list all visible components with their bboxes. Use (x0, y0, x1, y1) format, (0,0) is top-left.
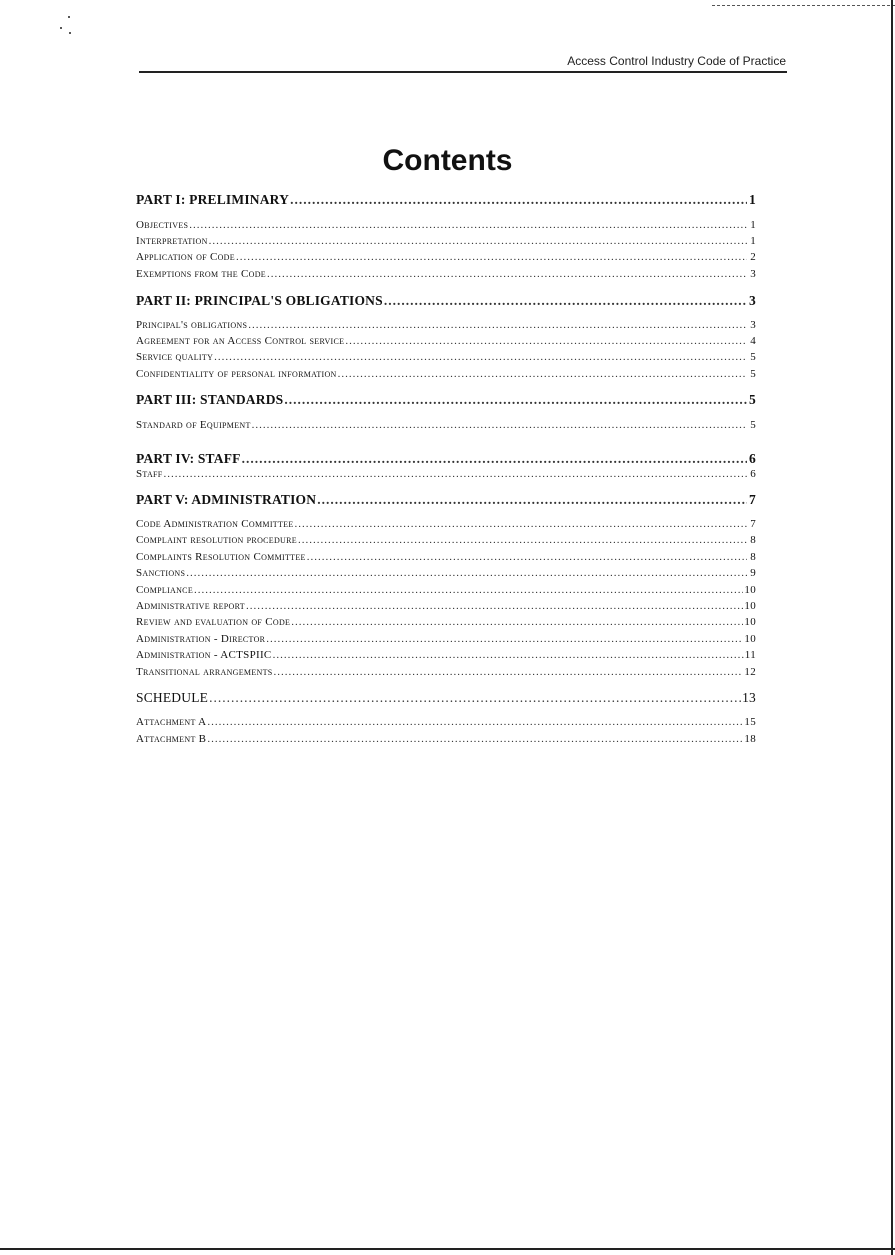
toc-part-entry[interactable] (136, 492, 756, 508)
toc-section-entry[interactable] (136, 633, 756, 645)
toc-section-entry[interactable] (136, 518, 756, 530)
toc-dot-leader (267, 268, 747, 280)
toc-page-number: 10 (744, 616, 756, 628)
toc-page-number: 5 (750, 368, 756, 380)
toc-dot-leader (307, 551, 747, 563)
toc-entry-label: PART II: PRINCIPAL'S OBLIGATIONS (136, 293, 383, 308)
scan-top-edge (712, 5, 895, 6)
toc-page-number: 4 (750, 335, 756, 347)
toc-page-number: 1 (750, 235, 756, 247)
toc-section-entry[interactable] (136, 468, 756, 480)
toc-page-number: 1 (750, 219, 756, 231)
toc-page-number: 15 (744, 716, 756, 728)
toc-entry-label: Staff (136, 468, 163, 480)
toc-page-number: 10 (744, 600, 756, 612)
toc-dot-leader (248, 319, 747, 331)
toc-page-number: 7 (749, 492, 756, 507)
toc-page-number: 3 (749, 293, 756, 308)
toc-part-entry[interactable] (136, 451, 756, 467)
toc-entry-label: PART I: PRELIMINARY (136, 192, 290, 207)
toc-entry-label: Standard of Equipment (136, 419, 251, 431)
toc-entry-label: Interpretation (136, 235, 208, 247)
toc-dot-leader (295, 518, 747, 530)
toc-entry-label: Transitional arrangements (136, 666, 273, 678)
toc-page-number: 3 (750, 268, 756, 280)
toc-page-number: 11 (744, 649, 756, 661)
toc-page-number: 3 (750, 319, 756, 331)
toc-dot-leader (284, 392, 747, 408)
toc-page-number: 8 (750, 551, 756, 563)
toc-dot-leader (246, 600, 743, 612)
header-rule (139, 71, 787, 73)
toc-page-number: 13 (742, 690, 756, 705)
toc-entry-label: PART IV: STAFF (136, 451, 241, 466)
toc-section-entry[interactable] (136, 716, 756, 728)
toc-part-entry[interactable] (136, 392, 756, 408)
toc-entry-label: SCHEDULE (136, 690, 209, 705)
toc-section-entry[interactable] (136, 551, 756, 563)
toc-entry-label: Objectives (136, 219, 189, 231)
toc-dot-leader (273, 649, 744, 661)
toc-section-entry[interactable] (136, 419, 756, 431)
toc-page-number: 10 (744, 584, 756, 596)
toc-part-entry[interactable] (136, 192, 756, 208)
toc-entry-label: Agreement for an Access Control service (136, 335, 345, 347)
toc-dot-leader (274, 666, 744, 678)
toc-page-number: 7 (750, 518, 756, 530)
toc-section-entry[interactable] (136, 351, 756, 363)
toc-page-number: 6 (750, 468, 756, 480)
toc-section-entry[interactable] (136, 368, 756, 380)
running-header: Access Control Industry Code of Practice (567, 54, 786, 68)
toc-dot-leader (242, 451, 747, 467)
toc-dot-leader (209, 690, 741, 706)
toc-section-entry[interactable] (136, 649, 756, 661)
toc-dot-leader (317, 492, 747, 508)
toc-entry-label: PART III: STANDARDS (136, 392, 284, 407)
toc-entry-label: Confidentiality of personal information (136, 368, 337, 380)
toc-page-number: 5 (750, 351, 756, 363)
toc-section-entry[interactable] (136, 600, 756, 612)
toc-entry-label: Sanctions (136, 567, 186, 579)
toc-page-number: 2 (750, 251, 756, 263)
toc-entry-label: Complaint resolution procedure (136, 534, 297, 546)
toc-page-number: 6 (749, 451, 756, 466)
toc-page-number: 5 (750, 419, 756, 431)
toc-entry-label: Administration - Director (136, 633, 266, 645)
toc-dot-leader (214, 351, 747, 363)
toc-dot-leader (194, 584, 743, 596)
toc-dot-leader (164, 468, 747, 480)
toc-dot-leader (290, 192, 747, 208)
toc-entry-label: PART V: ADMINISTRATION (136, 492, 317, 507)
toc-section-entry[interactable] (136, 584, 756, 596)
toc-dot-leader (298, 534, 747, 546)
toc-entry-label: Administration - ACTSPIIC (136, 649, 272, 661)
toc-section-entry[interactable] (136, 567, 756, 579)
toc-part-entry[interactable] (136, 690, 756, 706)
toc-dot-leader (209, 235, 747, 247)
toc-page-number: 10 (744, 633, 756, 645)
toc-dot-leader (207, 733, 743, 745)
toc-dot-leader (338, 368, 747, 380)
toc-entry-label: Review and evaluation of Code (136, 616, 291, 628)
toc-entry-label: Compliance (136, 584, 194, 596)
toc-entry-label: Application of Code (136, 251, 235, 263)
toc-entry-label: Exemptions from the Code (136, 268, 266, 280)
toc-dot-leader (186, 567, 747, 579)
toc-part-entry[interactable] (136, 293, 756, 309)
toc-section-entry[interactable] (136, 534, 756, 546)
scan-speck (60, 27, 62, 29)
scan-right-edge (891, 0, 893, 1255)
toc-entry-label: Attachment A (136, 716, 207, 728)
toc-page-number: 8 (750, 534, 756, 546)
toc-page-number: 18 (744, 733, 756, 745)
toc-entry-label: Principal's obligations (136, 319, 248, 331)
toc-dot-leader (384, 293, 747, 309)
toc-page-number: 9 (750, 567, 756, 579)
toc-section-entry[interactable] (136, 219, 756, 231)
toc-dot-leader (266, 633, 743, 645)
toc-section-entry[interactable] (136, 733, 756, 745)
toc-page-number: 12 (744, 666, 756, 678)
toc-dot-leader (207, 716, 743, 728)
toc-section-entry[interactable] (136, 235, 756, 247)
toc-dot-leader (252, 419, 747, 431)
toc-entry-label: Code Administration Committee (136, 518, 294, 530)
toc-section-entry[interactable] (136, 335, 756, 347)
scan-speck (68, 16, 70, 18)
scan-bottom-edge (0, 1248, 895, 1250)
toc-dot-leader (291, 616, 743, 628)
toc-dot-leader (236, 251, 747, 263)
toc-section-entry[interactable] (136, 666, 756, 678)
toc-dot-leader (189, 219, 747, 231)
toc-entry-label: Attachment B (136, 733, 207, 745)
toc-dot-leader (345, 335, 747, 347)
toc-section-entry[interactable] (136, 268, 756, 280)
toc-entry-label: Service quality (136, 351, 214, 363)
toc-section-entry[interactable] (136, 251, 756, 263)
toc-section-entry[interactable] (136, 616, 756, 628)
page-title: Contents (382, 144, 513, 177)
toc-section-entry[interactable] (136, 319, 756, 331)
toc-page-number: 1 (749, 192, 756, 207)
toc-entry-label: Complaints Resolution Committee (136, 551, 306, 563)
toc-entry-label: Administrative report (136, 600, 245, 612)
scan-speck (69, 32, 71, 34)
toc-page-number: 5 (749, 392, 756, 407)
